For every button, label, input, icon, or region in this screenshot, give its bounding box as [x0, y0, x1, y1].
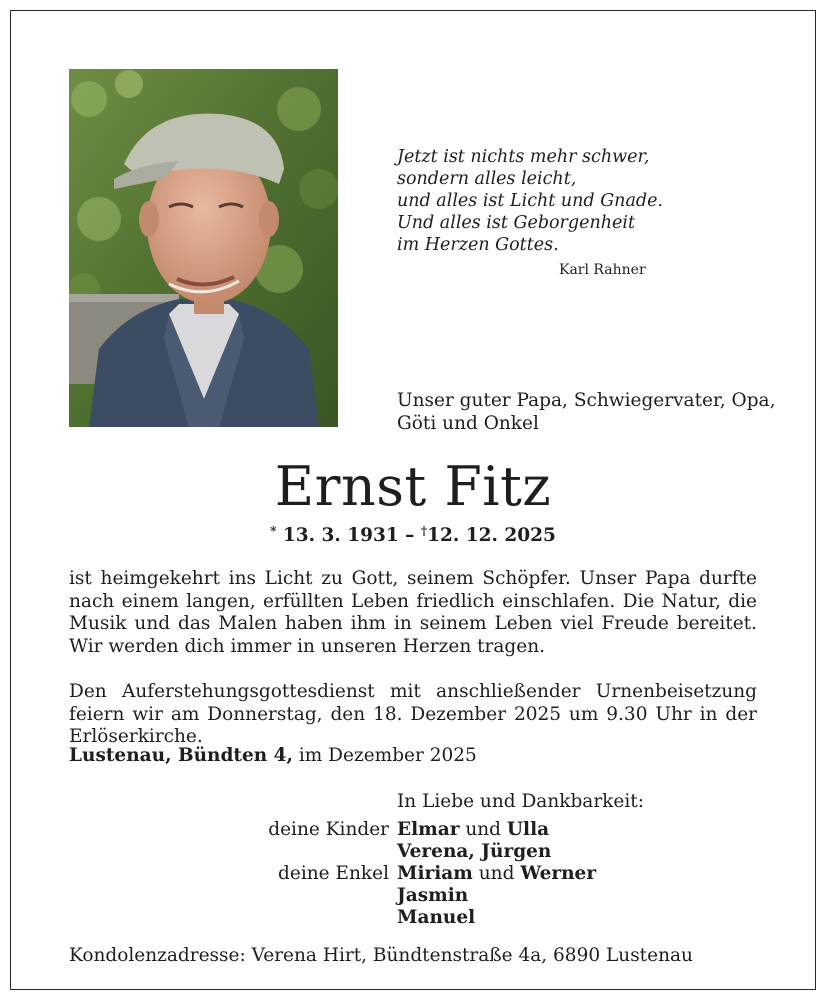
- intro-text: [397, 389, 777, 435]
- poem-line: Und alles ist Geborgenheit: [397, 213, 636, 233]
- intro-line-1: Unser guter Papa, Schwiegervater, Opa,: [397, 390, 776, 411]
- grandkids-row-1: [397, 863, 596, 885]
- place-and-date: [69, 745, 477, 766]
- death-date: 12. 12. 2025: [427, 525, 556, 546]
- kid-name: Verena, Jürgen: [397, 841, 552, 862]
- grandkids-row-2: [397, 885, 596, 907]
- poem-line: und alles ist Licht und Gnade.: [397, 191, 664, 211]
- kid-name: Elmar: [397, 819, 460, 840]
- and-word: und: [478, 863, 515, 884]
- grandkid-name: Manuel: [397, 907, 476, 928]
- grandkid-name: Jasmin: [397, 885, 469, 906]
- intro-line-2: Göti und Onkel: [397, 413, 539, 434]
- and-word: und: [465, 819, 502, 840]
- birth-symbol: *: [270, 524, 277, 538]
- birth-date: 13. 3. 1931: [282, 525, 399, 546]
- poem-line: Jetzt ist nichts mehr schwer,: [397, 147, 650, 167]
- deceased-name: Ernst Fitz: [274, 455, 552, 518]
- date-dash: –: [405, 525, 415, 546]
- poem-line: sondern alles leicht,: [397, 169, 577, 189]
- death-symbol: †: [420, 524, 428, 538]
- place: Lustenau, Bündten 4,: [69, 745, 293, 766]
- kids-row-2: [397, 841, 596, 863]
- life-dates: [0, 524, 826, 546]
- date: im Dezember 2025: [298, 745, 477, 766]
- kid-name: Ulla: [506, 819, 550, 840]
- poem: [397, 146, 727, 256]
- portrait-photo: [69, 69, 338, 427]
- announcement-paragraph: ist heimgekehrt ins Licht zu Gott, seinem Schöpfer. Unser Papa durfte nach einem langen, erfüllten Leben friedlich einschlafen. Die Natur, die Musik und das Malen haben ihm in seinem Leben viel Freude bereitet. Wir werden dich immer in unseren Herzen tragen.: [69, 568, 757, 657]
- grandkids-label: deine Enkel: [278, 863, 389, 884]
- service-paragraph: Den Auferstehungsgottesdienst mit anschließender Urnenbeisetzung feiern wir am Donnerstag, den 18. Dezember 2025 um 9.30 Uhr in der Erlöserkirche.: [69, 681, 757, 747]
- poem-line: im Herzen Gottes.: [397, 235, 559, 255]
- condolence-address: Kondolenzadresse: Verena Hirt, Bündtenstraße 4a, 6890 Lustenau: [69, 945, 693, 966]
- mourner-names: [397, 819, 596, 929]
- poem-author: Karl Rahner: [559, 262, 646, 278]
- kids-row-1: [397, 819, 596, 841]
- kids-label: deine Kinder: [268, 819, 389, 840]
- grandkid-name: Werner: [520, 863, 597, 884]
- grandkids-row-3: [397, 907, 596, 929]
- grandkid-name: Miriam: [397, 863, 473, 884]
- thanks-line: In Liebe und Dankbarkeit:: [397, 791, 644, 812]
